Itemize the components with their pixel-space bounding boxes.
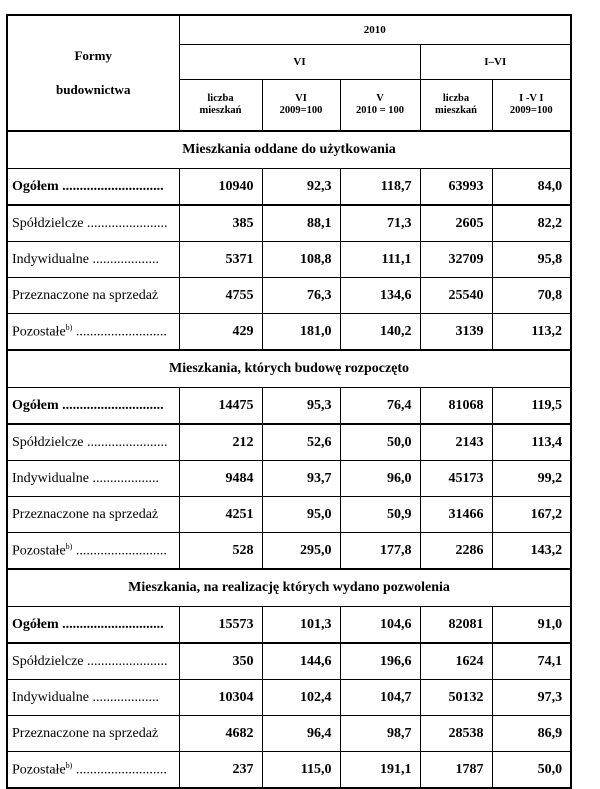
col-header-5: I -V I 2009=100 <box>492 80 571 132</box>
table-row <box>7 278 571 314</box>
table-cell: 350 <box>179 643 262 680</box>
row-label <box>7 242 179 278</box>
table-cell: 76,4 <box>340 388 420 425</box>
period-vi-header: VI <box>179 45 420 80</box>
row-label-text: Przeznaczone na sprzedaż <box>12 725 159 741</box>
table-cell: 104,7 <box>340 680 420 716</box>
table-row <box>7 752 571 789</box>
table-cell: 91,0 <box>492 607 571 644</box>
table-cell: 115,0 <box>262 752 340 789</box>
row-label-text: Pozostałe <box>12 324 66 340</box>
table-cell: 81068 <box>420 388 492 425</box>
row-label <box>7 716 179 752</box>
row-label <box>7 461 179 497</box>
table-cell: 113,4 <box>492 424 571 461</box>
table-cell: 101,3 <box>262 607 340 644</box>
row-label-text: Spółdzielcze ....................... <box>12 215 168 231</box>
table-cell: 108,8 <box>262 242 340 278</box>
row-label <box>7 424 179 461</box>
table-cell: 99,2 <box>492 461 571 497</box>
row-label <box>7 278 179 314</box>
table-cell: 82,2 <box>492 205 571 242</box>
table-cell: 70,8 <box>492 278 571 314</box>
table-cell: 52,6 <box>262 424 340 461</box>
table-cell: 92,3 <box>262 169 340 206</box>
table-cell: 191,1 <box>340 752 420 789</box>
table-cell: 429 <box>179 314 262 351</box>
table-cell: 1787 <box>420 752 492 789</box>
table-cell: 196,6 <box>340 643 420 680</box>
table-cell: 50132 <box>420 680 492 716</box>
table-cell: 528 <box>179 533 262 570</box>
table-cell: 140,2 <box>340 314 420 351</box>
section-title: Mieszkania, których budowę rozpoczęto <box>7 350 571 388</box>
table-cell: 71,3 <box>340 205 420 242</box>
table-cell: 5371 <box>179 242 262 278</box>
year-header: 2010 <box>179 15 571 45</box>
table-cell: 177,8 <box>340 533 420 570</box>
table-cell: 50,0 <box>492 752 571 789</box>
table-cell: 31466 <box>420 497 492 533</box>
table-cell: 4682 <box>179 716 262 752</box>
table-cell: 237 <box>179 752 262 789</box>
row-label-text: Indywidualne ................... <box>12 470 159 486</box>
table-row <box>7 388 571 425</box>
table-cell: 181,0 <box>262 314 340 351</box>
table-cell: 96,4 <box>262 716 340 752</box>
leader-dots: .......................... <box>72 543 167 559</box>
table-row <box>7 716 571 752</box>
row-label <box>7 497 179 533</box>
row-label-text: Indywidualne ................... <box>12 689 159 705</box>
table-cell: 295,0 <box>262 533 340 570</box>
table-cell: 45173 <box>420 461 492 497</box>
table-cell: 1624 <box>420 643 492 680</box>
table-cell: 10304 <box>179 680 262 716</box>
section-title: Mieszkania oddane do użytkowania <box>7 131 571 169</box>
section-title: Mieszkania, na realizację których wydano pozwolenia <box>7 569 571 607</box>
col-header-4: liczba mieszkań <box>420 80 492 132</box>
table-cell: 82081 <box>420 607 492 644</box>
row-label-text: Ogółem ............................. <box>12 616 164 632</box>
table-cell: 14475 <box>179 388 262 425</box>
table-cell: 10940 <box>179 169 262 206</box>
table-cell: 2286 <box>420 533 492 570</box>
table-cell: 50,9 <box>340 497 420 533</box>
table-row <box>7 314 571 351</box>
table-cell: 84,0 <box>492 169 571 206</box>
leader-dots: .......................... <box>72 324 167 340</box>
table-cell: 63993 <box>420 169 492 206</box>
row-label-text: Ogółem ............................. <box>12 178 164 194</box>
section-header <box>7 569 571 607</box>
table-cell: 144,6 <box>262 643 340 680</box>
footnote-marker: b) <box>65 760 73 770</box>
table-cell: 97,3 <box>492 680 571 716</box>
table-row <box>7 461 571 497</box>
table-row <box>7 424 571 461</box>
table-row <box>7 242 571 278</box>
footnote-marker: b) <box>65 541 73 551</box>
table-cell: 32709 <box>420 242 492 278</box>
row-label <box>7 388 179 425</box>
housing-table <box>6 14 572 789</box>
table-cell: 111,1 <box>340 242 420 278</box>
formy-label: Formy <box>74 48 113 63</box>
table-cell: 104,6 <box>340 607 420 644</box>
row-label-text: Pozostałe <box>12 762 66 778</box>
table-cell: 4755 <box>179 278 262 314</box>
table-cell: 212 <box>179 424 262 461</box>
row-label-text: Ogółem ............................. <box>12 397 164 413</box>
table-cell: 4251 <box>179 497 262 533</box>
table-cell: 95,0 <box>262 497 340 533</box>
period-ivi-header: I–VI <box>420 45 571 80</box>
row-label <box>7 205 179 242</box>
table-cell: 95,3 <box>262 388 340 425</box>
table-cell: 28538 <box>420 716 492 752</box>
table-cell: 9484 <box>179 461 262 497</box>
row-label-text: Indywidualne ................... <box>12 251 159 267</box>
table-cell: 134,6 <box>340 278 420 314</box>
table-cell: 93,7 <box>262 461 340 497</box>
col-header-2: VI 2009=100 <box>262 80 340 132</box>
row-label <box>7 643 179 680</box>
table-cell: 143,2 <box>492 533 571 570</box>
table-cell: 25540 <box>420 278 492 314</box>
row-label-text: Spółdzielcze ....................... <box>12 434 168 450</box>
row-label-text: Spółdzielcze ....................... <box>12 653 168 669</box>
table-cell: 50,0 <box>340 424 420 461</box>
row-label <box>7 169 179 206</box>
row-label <box>7 533 179 570</box>
row-label <box>7 607 179 644</box>
table-cell: 102,4 <box>262 680 340 716</box>
table-cell: 88,1 <box>262 205 340 242</box>
col-header-3: V 2010 = 100 <box>340 80 420 132</box>
table-cell: 86,9 <box>492 716 571 752</box>
table-row <box>7 169 571 206</box>
row-label-text: Przeznaczone na sprzedaż <box>12 506 159 522</box>
table-cell: 95,8 <box>492 242 571 278</box>
table-cell: 2143 <box>420 424 492 461</box>
table-cell: 2605 <box>420 205 492 242</box>
section-header <box>7 350 571 388</box>
table-row <box>7 643 571 680</box>
table-cell: 98,7 <box>340 716 420 752</box>
table-row <box>7 205 571 242</box>
table-cell: 96,0 <box>340 461 420 497</box>
budownictwa-label: budownictwa <box>56 82 131 97</box>
footnote-marker: b) <box>65 322 73 332</box>
table-cell: 15573 <box>179 607 262 644</box>
row-label <box>7 314 179 351</box>
table-cell: 119,5 <box>492 388 571 425</box>
table-row <box>7 533 571 570</box>
table-row <box>7 607 571 644</box>
row-label <box>7 752 179 789</box>
section-header <box>7 131 571 169</box>
row-label-text: Pozostałe <box>12 543 66 559</box>
table-cell: 74,1 <box>492 643 571 680</box>
row-label-text: Przeznaczone na sprzedaż <box>12 287 159 303</box>
row-label <box>7 680 179 716</box>
table-cell: 113,2 <box>492 314 571 351</box>
table-row <box>7 680 571 716</box>
table-cell: 118,7 <box>340 169 420 206</box>
table-row <box>7 497 571 533</box>
table-cell: 167,2 <box>492 497 571 533</box>
table-cell: 76,3 <box>262 278 340 314</box>
table-cell: 3139 <box>420 314 492 351</box>
table-cell: 385 <box>179 205 262 242</box>
leader-dots: .......................... <box>72 762 167 778</box>
formy-budownictwa-header <box>7 15 179 131</box>
col-header-1: liczba mieszkań <box>179 80 262 132</box>
